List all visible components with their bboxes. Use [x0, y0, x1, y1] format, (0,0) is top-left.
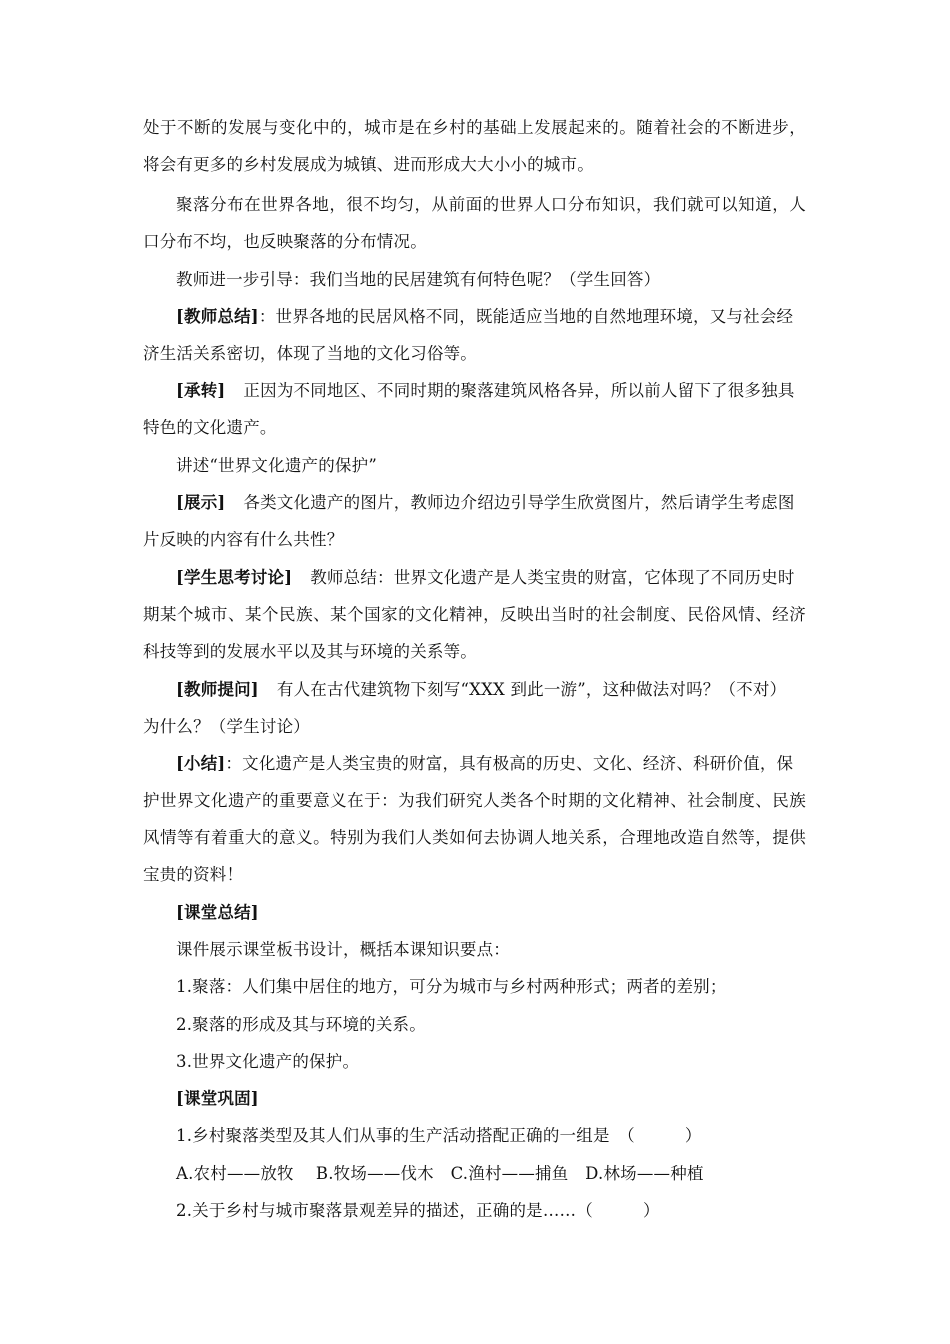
class-summary-intro: 课件展示课堂板书设计，概括本课知识要点： [176, 940, 510, 959]
teacher-summary-label: [教师总结] [176, 307, 259, 326]
paragraph-7-line-1 [176, 491, 795, 515]
paragraph-3-line-1: 教师进一步引导：我们当地的民居建筑有何特色呢？（学生回答） [176, 270, 661, 289]
paragraph-2-line-1: 聚落分布在世界各地，很不均匀，从前面的世界人口分布知识，我们就可以知道，人 [176, 195, 806, 214]
transition-label: [承转] [176, 381, 226, 400]
paragraph-9-line-2: 为什么？（学生讨论） [143, 717, 310, 736]
question-1: 1.乡村聚落类型及其人们从事的生产活动搭配正确的一组是 （ ） [176, 1126, 702, 1145]
student-discussion-label: [学生思考讨论] [176, 568, 293, 587]
paragraph-10-line-2: 护世界文化遗产的重要意义在于：为我们研究人类各个时期的文化精神、社会制度、民族 [143, 791, 806, 810]
class-summary-item-2: 2.聚落的形成及其与环境的关系。 [176, 1015, 426, 1034]
paragraph-8-line-1-text: 教师总结：世界文化遗产是人类宝贵的财富，它体现了不同历史时 [310, 568, 795, 587]
question-1-options: A.农村——放牧 B.牧场——伐木 C.渔村——捕鱼 D.林场——种植 [176, 1164, 704, 1183]
class-summary-heading: [课堂总结] [176, 903, 259, 922]
mini-summary-label: [小结] [176, 754, 226, 773]
paragraph-10-line-4: 宝贵的资料！ [143, 865, 244, 884]
display-label: [展示] [176, 493, 226, 512]
paragraph-10-line-1 [176, 752, 793, 776]
paragraph-4-line-1 [176, 305, 793, 329]
paragraph-6-line-1: 讲述“世界文化遗产的保护” [176, 456, 377, 475]
paragraph-5-line-1 [176, 379, 795, 403]
paragraph-7-line-2: 片反映的内容有什么共性？ [143, 530, 344, 549]
paragraph-2-line-2: 口分布不均，也反映聚落的分布情况。 [143, 232, 427, 251]
paragraph-1-line-1: 处于不断的发展与变化中的，城市是在乡村的基础上发展起来的。随着社会的不断进步， [143, 118, 806, 137]
paragraph-4-line-2: 济生活关系密切，体现了当地的文化习俗等。 [143, 344, 477, 363]
paragraph-9-line-1 [176, 678, 786, 702]
paragraph-10-line-3: 风情等有着重大的意义。特别为我们人类如何去协调人地关系，合理地改造自然等，提供 [143, 828, 806, 847]
paragraph-5-line-2: 特色的文化遗产。 [143, 418, 277, 437]
teacher-question-label: [教师提问] [176, 680, 259, 699]
paragraph-9-line-1-text: 有人在古代建筑物下刻写“XXX 到此一游”，这种做法对吗？（不对） [276, 680, 787, 699]
paragraph-8-line-1 [176, 566, 795, 590]
paragraph-5-line-1-text: 正因为不同地区、不同时期的聚落建筑风格各异，所以前人留下了很多独具 [243, 381, 795, 400]
paragraph-8-line-3: 科技等到的发展水平以及其与环境的关系等。 [143, 642, 477, 661]
paragraph-4-line-1-text: ：世界各地的民居风格不同，既能适应当地的自然地理环境，又与社会经 [258, 307, 794, 326]
class-summary-item-3: 3.世界文化遗产的保护。 [176, 1052, 360, 1071]
consolidation-heading: [课堂巩固] [176, 1089, 259, 1108]
paragraph-1-line-2: 将会有更多的乡村发展成为城镇、进而形成大大小小的城市。 [143, 155, 594, 174]
class-summary-item-1: 1.聚落：人们集中居住的地方，可分为城市与乡村两种形式；两者的差别； [176, 977, 727, 996]
paragraph-7-line-1-text: 各类文化遗产的图片，教师边介绍边引导学生欣赏图片，然后请学生考虑图 [243, 493, 795, 512]
paragraph-8-line-2: 期某个城市、某个民族、某个国家的文化精神，反映出当时的社会制度、民俗风情、经济 [143, 605, 806, 624]
question-2: 2.关于乡村与城市聚落景观差异的描述，正确的是……（ ） [176, 1201, 660, 1220]
paragraph-10-line-1-text: ：文化遗产是人类宝贵的财富，具有极高的历史、文化、经济、科研价值，保 [225, 754, 794, 773]
